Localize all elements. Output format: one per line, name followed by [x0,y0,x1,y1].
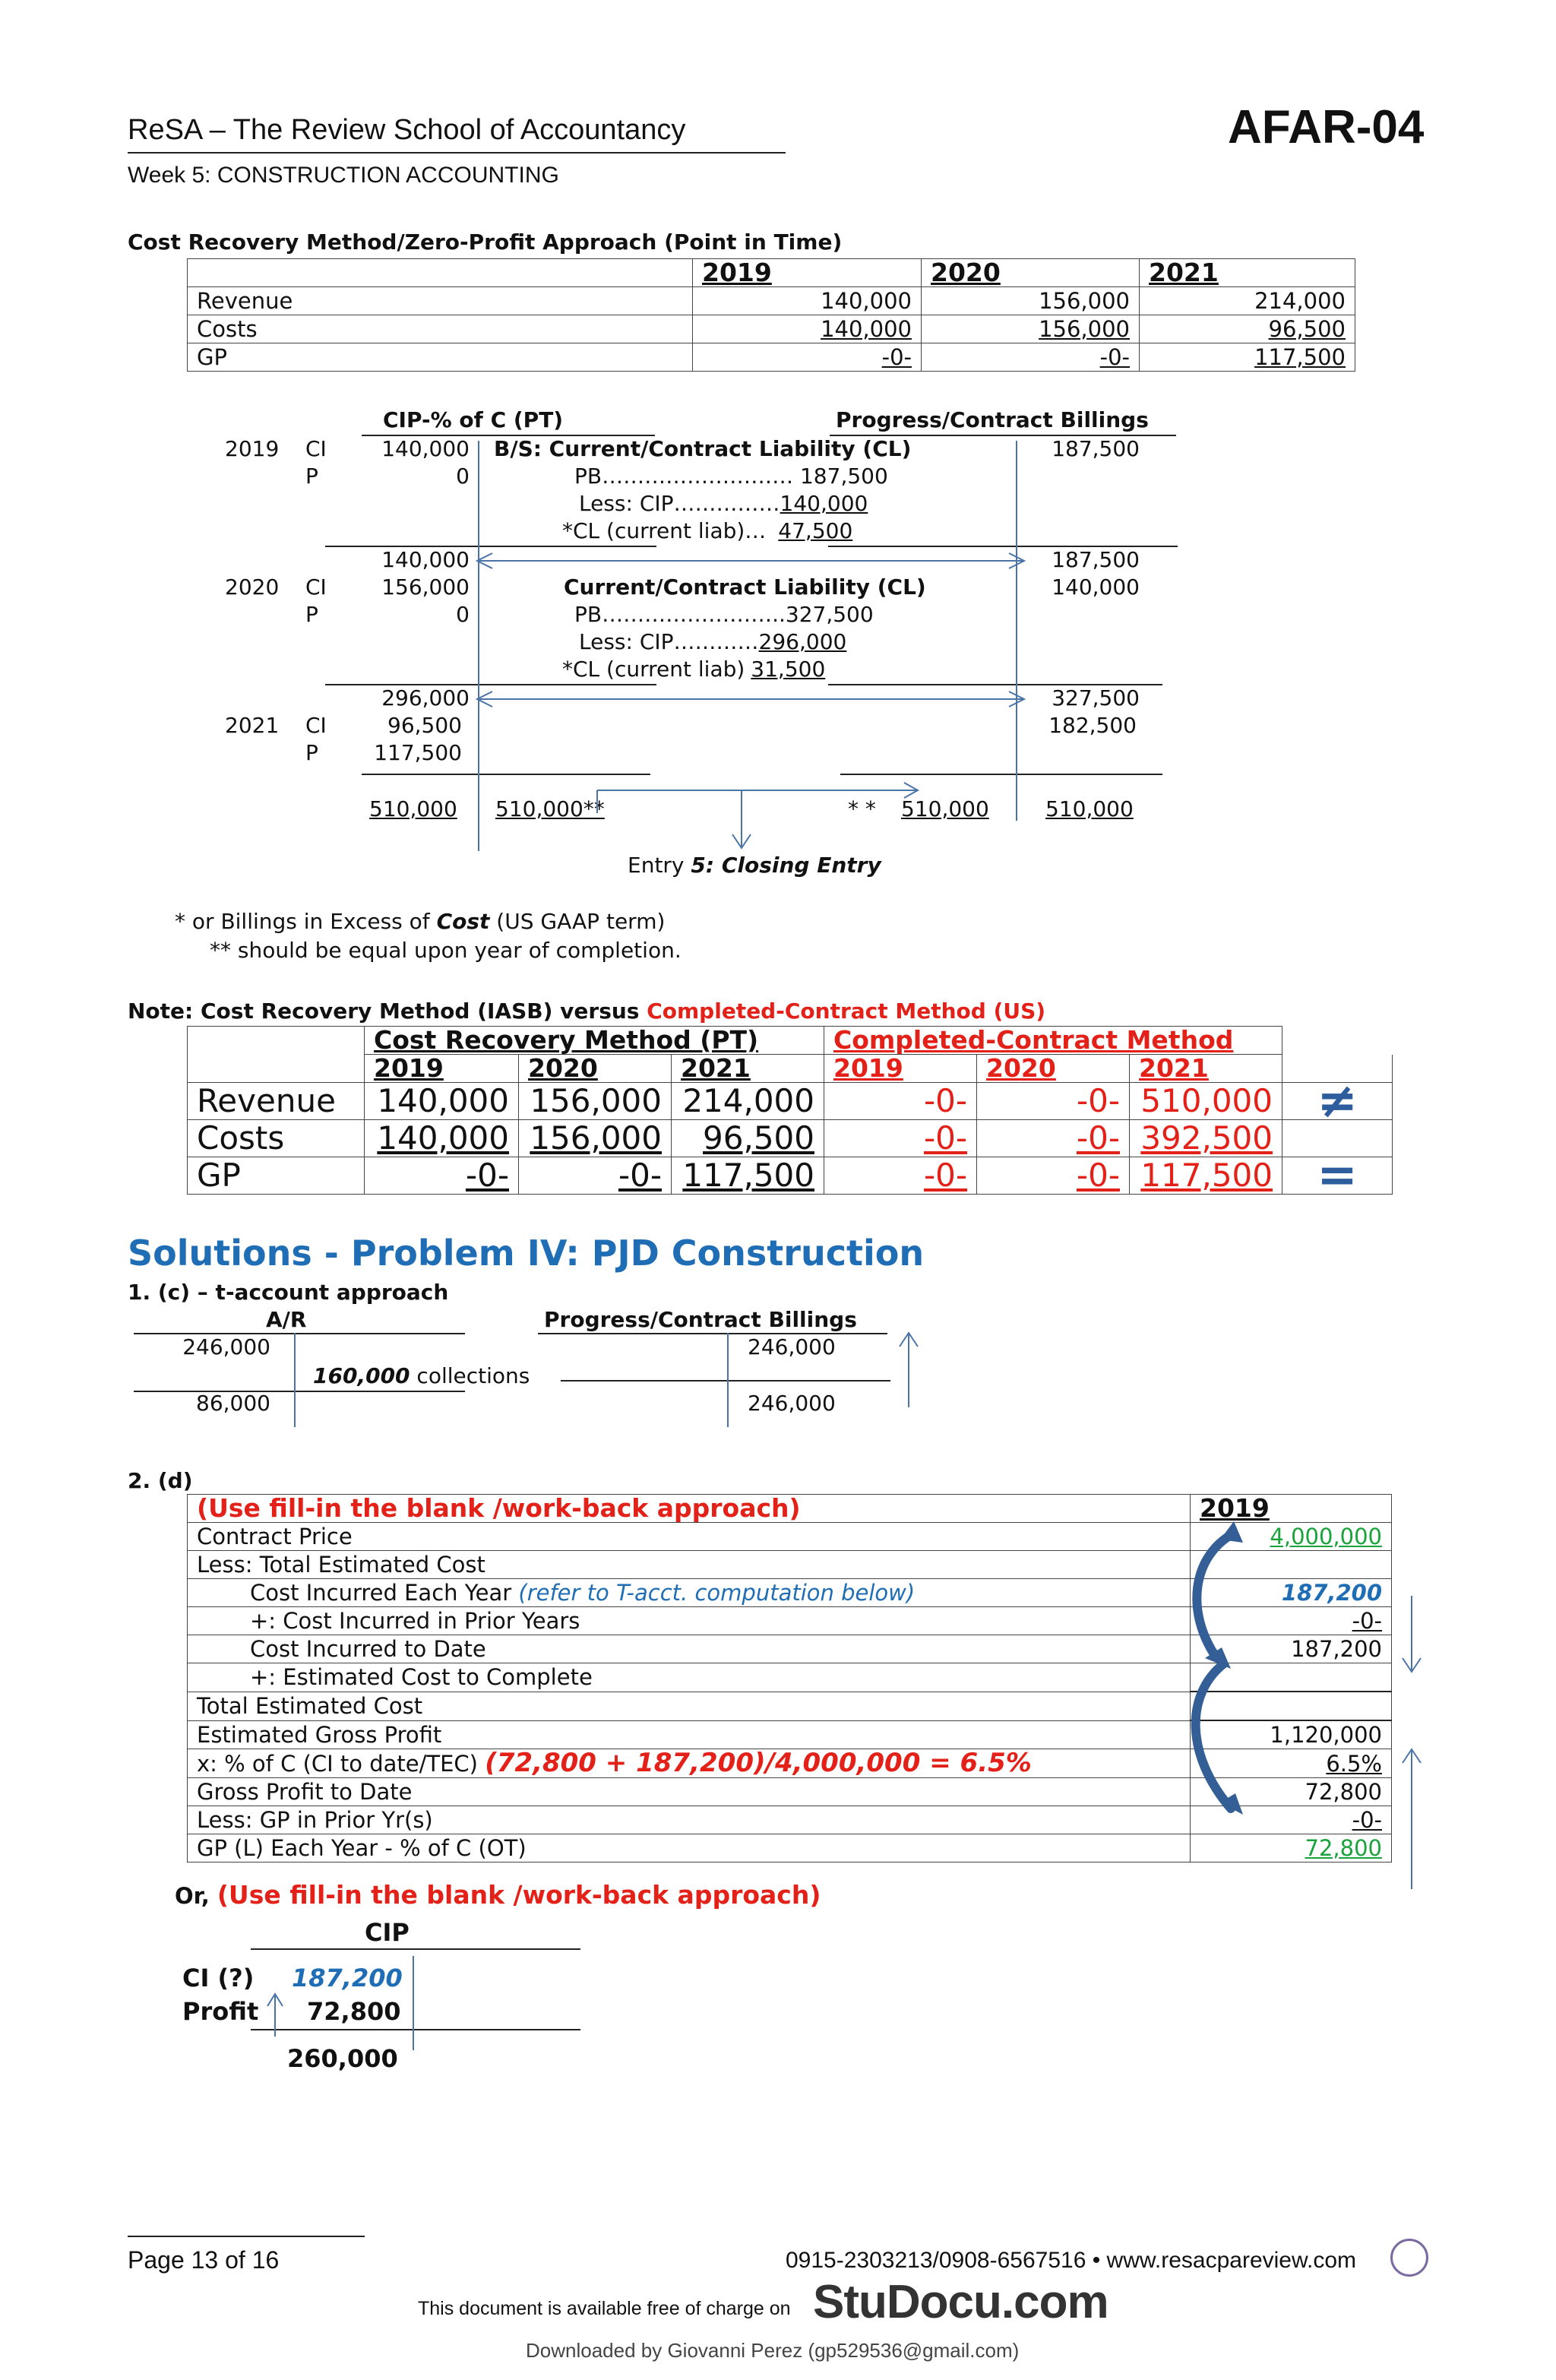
cip-total: 510,000 [369,796,457,821]
school-name: ReSA – The Review School of Accountancy [128,114,686,146]
pb-value: 140,000 [1052,574,1140,600]
fill-label: Contract Price [188,1523,1191,1551]
crm-year: 2021 [1140,259,1355,287]
or-title: Or, (Use fill-in the blank /work-back approach) [175,1880,821,1910]
cip-value: 0 [456,602,470,627]
p-label: P [305,602,318,627]
fill-label: Cost Incurred Each Year (refer to T-acct. computation below) [188,1579,1191,1607]
crm-cell: -0- [693,343,922,372]
cip-total: 260,000 [287,2044,398,2073]
compare-table [187,1025,1393,1204]
bs2-pb: PB……………………..327,500 [574,602,874,627]
profit-value: 72,800 [307,1997,401,2026]
bs2-cip: Less: CIP…………296,000 [579,629,847,654]
compare-cell: 392,500 [1130,1120,1282,1157]
pb-total: 510,000 [901,796,989,821]
ci-label: CI [305,713,327,738]
compare-row-label: Revenue [188,1083,365,1120]
crm-year: 2020 [922,259,1140,287]
cip-value: 156,000 [381,574,470,600]
compare-cell: 117,500 [672,1157,824,1195]
ar-title: A/R [266,1307,307,1332]
crm-cell: 214,000 [1140,287,1355,315]
crm-cell: 156,000 [922,287,1140,315]
cip-balance: 140,000 [381,547,470,572]
crm-cell: -0- [922,343,1140,372]
fill-label: x: % of C (CI to date/TEC) (72,800 + 187,200)/4,000,000 = 6.5% [188,1749,1191,1778]
compare-cell: -0- [365,1157,519,1195]
crm-row-label: GP [188,343,693,372]
compare-cell: 96,500 [672,1120,824,1157]
cip-acct-line [251,1948,580,1950]
ar-arrows [0,1322,1556,1436]
bs1-cl: *CL (current liab)… 47,500 [562,518,853,543]
compare-year: 2019 [365,1055,519,1083]
ccm-head: Completed-Contract Method [824,1027,1282,1055]
compare-cell: -0- [519,1157,672,1195]
pb-star: * * [848,796,876,821]
compare-cell: -0- [824,1120,977,1157]
cip-value: 117,500 [374,740,462,765]
ci-label: CI [305,574,327,600]
compare-cell: -0- [977,1083,1130,1120]
compare-cell: 140,000 [365,1083,519,1120]
year-label: 2021 [225,713,280,738]
downloaded-by: Downloaded by Giovanni Perez (gp529536@gmail.com) [526,2339,1020,2362]
ar-debit: 246,000 [182,1334,270,1359]
cip-balance: 296,000 [381,685,470,711]
compare-cell: 510,000 [1130,1083,1282,1120]
pcb-title: Progress/Contract Billings [544,1307,857,1332]
fill-year: 2019 [1191,1495,1392,1523]
fill-label: Gross Profit to Date [188,1778,1191,1806]
compare-year: 2021 [1130,1055,1282,1083]
cip-total: 510,000** [495,796,605,821]
compare-year: 2020 [977,1055,1130,1083]
available-text: This document is available free of charge on [418,2298,791,2319]
pb-total: 510,000 [1045,796,1134,821]
compare-row-label: Costs [188,1120,365,1157]
compare-cell: -0- [824,1083,977,1120]
footer-line [128,2236,365,2237]
compare-cell: 117,500 [1130,1157,1282,1195]
cip-title: CIP-% of C (PT) [383,407,564,432]
crm-head: Cost Recovery Method (PT) [365,1027,824,1055]
compare-year: 2019 [824,1055,977,1083]
year-label: 2019 [225,436,280,461]
bs2-title: Current/Contract Liability (CL) [564,574,926,600]
p-label: P [305,464,318,489]
note-2: ** should be equal upon year of completion. [210,938,682,963]
compare-year: 2020 [519,1055,672,1083]
ci-label: CI [305,436,327,461]
compare-year: 2021 [672,1055,824,1083]
cip-value: 0 [456,464,470,489]
pb-value: 187,500 [1052,436,1140,461]
note-1: * or Billings in Excess of Cost (US GAAP term) [175,909,666,934]
pb-title: Progress/Contract Billings [836,407,1149,432]
cip-acct-title: CIP [365,1918,410,1947]
fill-label: Total Estimated Cost [188,1692,1191,1720]
p-label: P [305,740,318,765]
studocu-logo: StuDocu.com [813,2276,1108,2328]
fill-value: 1,120,000 [1191,1720,1392,1749]
solutions-title: Solutions - Problem IV: PJD Construction [128,1233,925,1274]
pb-value: 182,500 [1048,713,1137,738]
crm-title: Cost Recovery Method/Zero-Profit Approach (Point in Time) [128,229,843,255]
crm-cell: 96,500 [1140,315,1355,343]
pcb-balance: 246,000 [748,1391,836,1416]
fill-label: Cost Incurred to Date [188,1635,1191,1663]
compare-title: Note: Cost Recovery Method (IASB) versus Completed-Contract Method (US) [128,999,1046,1024]
fill-value: -0- [1191,1806,1392,1834]
page-number: Page 13 of 16 [128,2246,280,2274]
not-equal-icon: ≠ [1282,1083,1393,1120]
fill-title: (Use fill-in the blank /work-back approach) [188,1495,1191,1523]
crm-cell: 140,000 [693,287,922,315]
closing-entry-label: Entry 5: Closing Entry [628,853,881,878]
profit-label: Profit [182,1997,259,2026]
collections-label: 160,000 collections [313,1363,530,1388]
compare-row-label: GP [188,1157,365,1195]
compare-cell: 156,000 [519,1083,672,1120]
fill-label: +: Estimated Cost to Complete [188,1663,1191,1692]
ar-balance: 86,000 [196,1391,270,1416]
question-2: 2. (d) [128,1468,193,1493]
pb-balance: 327,500 [1052,685,1140,711]
pcb-credit: 246,000 [748,1334,836,1359]
compare-cell: 156,000 [519,1120,672,1157]
crm-row-label: Costs [188,315,693,343]
cip-value: 140,000 [381,436,470,461]
crm-cell: 156,000 [922,315,1140,343]
bs1-cip: Less: CIP……………140,000 [579,491,868,516]
cip-arrows [251,1953,433,2059]
compare-cell: -0- [977,1120,1130,1157]
fill-label: +: Cost Incurred in Prior Years [188,1607,1191,1635]
bs1-pb: PB……………………… 187,500 [574,464,888,489]
cip-value: 96,500 [387,713,462,738]
bs1-title: B/S: Current/Contract Liability (CL) [494,436,912,461]
fill-label: GP (L) Each Year - % of C (OT) [188,1834,1191,1863]
fill-label: Estimated Gross Profit [188,1720,1191,1749]
fill-value: 72,800 [1191,1778,1392,1806]
crm-row-label: Revenue [188,287,693,315]
fill-value: 187,200 [1191,1635,1392,1663]
equal-icon: = [1282,1157,1393,1195]
fill-value: 6.5% [1191,1749,1392,1778]
compare-cell: -0- [824,1157,977,1195]
compare-cell: 140,000 [365,1120,519,1157]
crm-cell: 117,500 [1140,343,1355,372]
fill-arrows [1170,1512,1444,1907]
fill-value: 4,000,000 [1191,1523,1392,1551]
fill-value: -0- [1191,1607,1392,1635]
contact-info: 0915-2303213/0908-6567516 • www.resacpareview.com [786,2248,1356,2273]
t-account-arrows [0,0,1556,912]
fill-value: 187,200 [1191,1579,1392,1607]
resa-seal-icon [1390,2239,1428,2277]
bs2-cl: *CL (current liab) 31,500 [562,657,826,682]
question-1: 1. (c) – t-account approach [128,1280,449,1305]
crm-cell: 140,000 [693,315,922,343]
pb-balance: 187,500 [1052,547,1140,572]
crm-year: 2019 [693,259,922,287]
fill-label: Less: GP in Prior Yr(s) [188,1806,1191,1834]
week-title: Week 5: CONSTRUCTION ACCOUNTING [128,163,559,188]
fill-label: Less: Total Estimated Cost [188,1551,1191,1579]
fill-value: 72,800 [1191,1834,1392,1863]
year-label: 2020 [225,574,280,600]
ci-value: 187,200 [292,1964,403,1992]
ci-label: CI (?) [182,1964,255,1992]
doc-code: AFAR-04 [1228,101,1425,153]
compare-cell: 214,000 [672,1083,824,1120]
compare-cell: -0- [977,1157,1130,1195]
